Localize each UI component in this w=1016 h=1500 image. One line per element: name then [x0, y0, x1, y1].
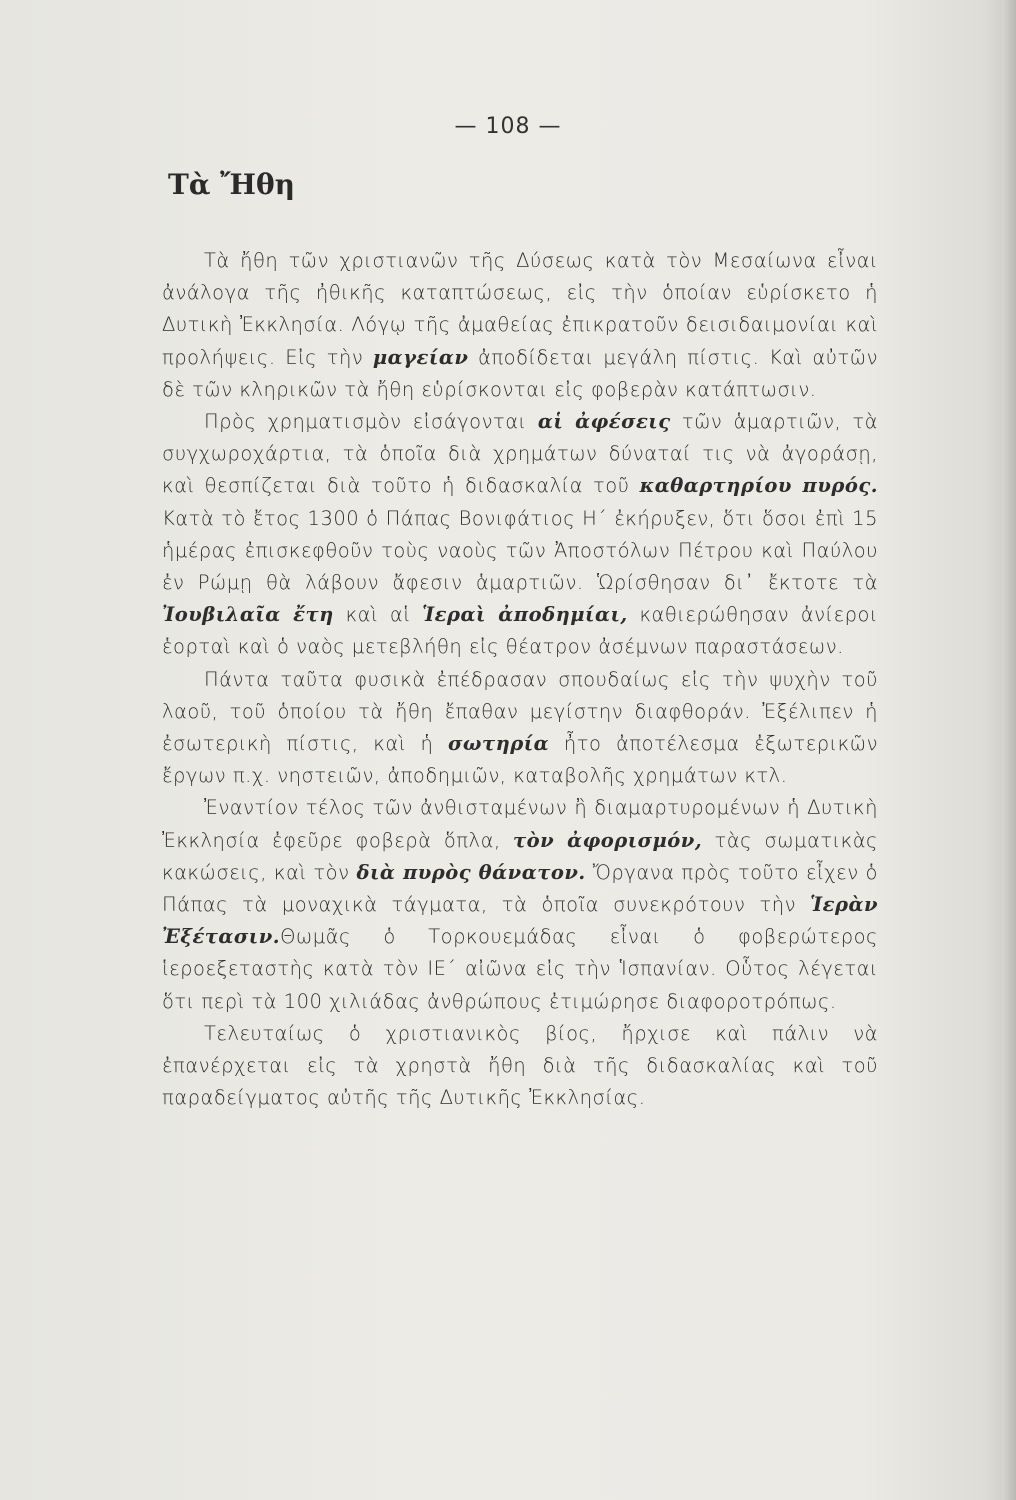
text-run: ἦτο ἀποτέλεσμα ἐξωτερικῶν ἔργων π.χ. νηστειῶν, ἀποδημιῶν, καταβολῆς χρημάτων κτλ.	[162, 732, 878, 788]
text-run: Ὄργανα πρὸς τοῦτο εἶχεν ὁ Πάπας τὰ μοναχικὰ τάγματα, τὰ ὁποῖα συνεκρότουν τὴν	[162, 860, 878, 917]
text-run: Κατὰ τὸ ἔτος 1300 ὁ Πάπας Βονιφάτιος Η΄ ἐκήρυξεν, ὅτι ὅσοι ἐπὶ 15 ἡμέρας ἐπισκεφθοῦν τοὺς ναοὺς τῶν Ἀποστόλων Πέτρου καὶ Παύλου ἐν Ρώμῃ θὰ λάβουν ἄφεσιν ἁμαρτιῶν. Ὡρίσθησαν δι᾿ ἔκτοτε τὰ	[162, 506, 878, 595]
emphasis-run: Ἱεραὶ ἀποδημίαι,	[422, 603, 628, 627]
paragraph-4	[162, 792, 878, 1017]
emphasis-run: σωτηρία	[448, 732, 550, 756]
book-spine-shadow	[1002, 0, 1016, 1500]
paragraph-2	[162, 406, 878, 664]
emphasis-run: Ἱερὰν Ἐξέτασιν.	[162, 893, 878, 949]
text-run: ἀποδίδεται μεγάλη πίστις. Καὶ αὐτῶν δὲ τῶν κληρικῶν τὰ ἤθη εὑρίσκονται εἰς φοβερὰν κατάπτωσιν.	[162, 345, 878, 401]
text-run: Ἐναντίον τέλος τῶν ἀνθισταμένων ἢ διαμαρτυρομένων ἡ Δυτικὴ Ἐκκλησία ἐφεῦρε φοβερὰ ὅπλα,	[162, 796, 878, 852]
emphasis-run: Ἰουβιλαῖα ἔτη	[162, 603, 334, 627]
text-run: Πάντα ταῦτα φυσικὰ ἐπέδρασαν σπουδαίως εἰς τὴν ψυχὴν τοῦ λαοῦ, τοῦ ὁποίου τὰ ἤθη ἔπαθαν μεγίστην διαφθοράν. Ἐξέλιπεν ἡ ἐσωτερικὴ πίστις, καὶ ἡ	[162, 667, 878, 756]
paragraph-3	[162, 664, 878, 793]
emphasis-run: μαγείαν	[372, 345, 469, 369]
emphasis-run: καθαρτηρίου πυρός.	[639, 474, 878, 498]
emphasis-run: τὸν ἀφορισμόν,	[513, 828, 703, 852]
paragraph-5	[162, 1018, 878, 1115]
emphasis-run: διὰ πυρὸς θάνατον.	[356, 860, 586, 884]
text-run: τῶν ἁμαρτιῶν, τὰ συγχωροχάρτια, τὰ ὁποῖα διὰ χρημάτων δύναταί τις νὰ ἀγοράσῃ, καὶ θεσπίζεται διὰ τοῦτο ἡ διδασκαλία τοῦ	[162, 410, 879, 498]
body-text	[162, 245, 878, 1114]
emphasis-run: αἱ ἀφέσεις	[537, 410, 671, 434]
text-run: καὶ αἱ	[333, 603, 423, 627]
text-run: Πρὸς χρηματισμὸν εἰσάγονται	[204, 410, 538, 434]
text-run: Τελευταίως ὁ χριστιανικὸς βίος, ἤρχισε καὶ πάλιν νὰ ἐπανέρχεται εἰς τὰ χρηστὰ ἤθη διὰ τῆς διδασκαλίας καὶ τοῦ παραδείγματος αὐτῆς τῆς Δυτικῆς Ἐκκλησίας.	[162, 1021, 878, 1110]
paragraph-1	[162, 245, 878, 406]
section-title: Τὰ Ἤθη	[168, 168, 295, 201]
text-run: καθιερώθησαν ἀνίεροι ἑορταὶ καὶ ὁ ναὸς μετεβλήθη εἰς θέατρον ἀσέμνων παραστάσεων.	[162, 603, 878, 659]
text-run: Τὰ ἤθη τῶν χριστιανῶν τῆς Δύσεως κατὰ τὸν Μεσαίωνα εἶναι ἀνάλογα τῆς ἠθικῆς καταπτώσεως, εἰς τὴν ὁποίαν εὑρίσκετο ἡ Δυτικὴ Ἐκκλησία. Λόγῳ τῆς ἀμαθείας ἐπικρατοῦν δεισιδαιμονίαι καὶ προλήψεις. Εἰς τὴν	[162, 249, 878, 369]
text-run: τὰς σωματικὰς κακώσεις, καὶ τὸν	[162, 828, 878, 884]
page-number: — 108 —	[454, 114, 562, 139]
text-run: Θωμᾶς ὁ Τορκουεμάδας εἶναι ὁ φοβερώτερος ἱεροεξεταστὴς κατὰ τὸν ΙΕ΄ αἰῶνα εἰς τὴν Ἱσπανίαν. Οὗτος λέγεται ὅτι περὶ τὰ 100 χιλιάδας ἀνθρώπους ἐτιμώρησε διαφοροτρόπως.	[162, 925, 878, 1013]
